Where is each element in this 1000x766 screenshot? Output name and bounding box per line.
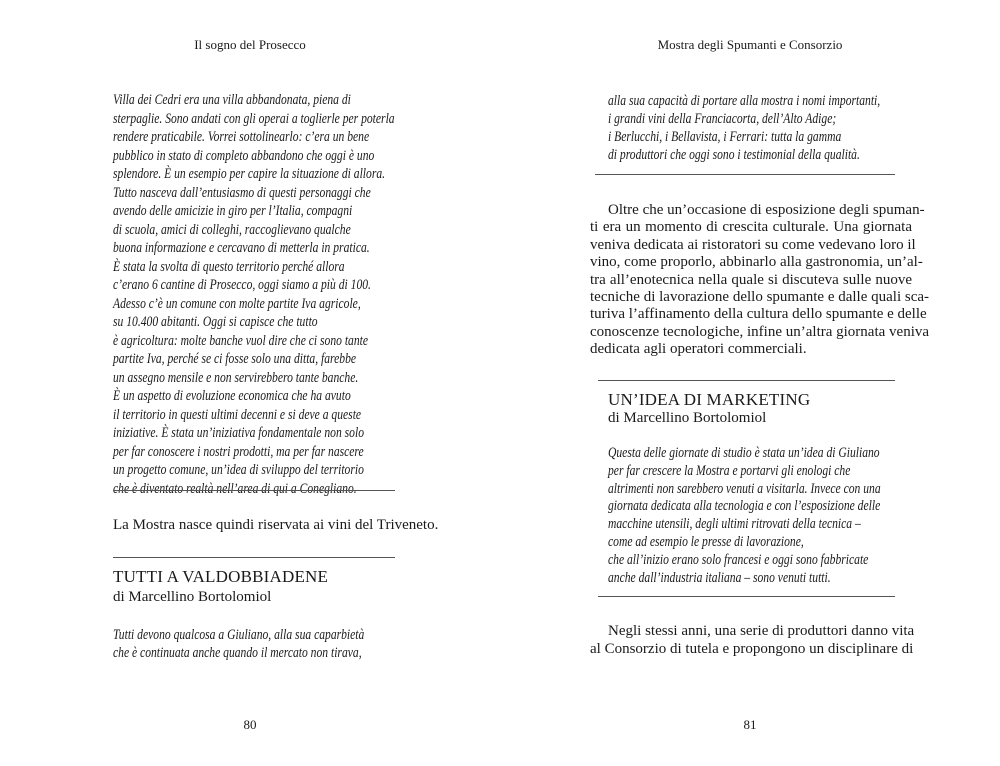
- text-line: rendere praticabile. Vorrei sottolinearlo: c’era un bene: [113, 129, 370, 145]
- text-line: Oltre che un’occasione di esposizione degli spuman-: [608, 202, 925, 218]
- left-sentence: La Mostra nasce quindi riservata ai vini del Triveneto.: [113, 517, 439, 533]
- text-line: sterpaglie. Sono andati con gli operai a toglierle per poterla: [113, 110, 395, 127]
- text-line: avendo delle amicizie in giro per l’Italia, compagni: [113, 203, 353, 219]
- page-number-right: 81: [743, 717, 757, 732]
- text-line: Villa dei Cedri era una villa abbandonata, piena di: [113, 92, 351, 108]
- text-line: giornata dedicata alla tecnologia e con l’esposizione delle: [608, 498, 881, 515]
- text-line: per far crescere la Mostra e portarvi gli enologi che: [608, 462, 851, 479]
- text-line: buona informazione e cercavano di metterla in pratica.: [113, 240, 370, 256]
- text-line: Tutti devono qualcosa a Giuliano, alla sua caparbietà: [113, 627, 365, 643]
- text-line: i grandi vini della Franciacorta, dell’Alto Adige;: [608, 111, 837, 127]
- text-line: turiva l’affinamento della cultura dello spumante e delle: [590, 306, 927, 323]
- text-line: per far conoscere i nostri prodotti, ma per far nascere: [113, 443, 364, 460]
- text-line: vino, come proporlo, abbinarlo alla gastronomia, un’al-: [590, 254, 923, 271]
- text-line: che è continuata anche quando il mercato non tirava,: [113, 645, 362, 661]
- text-line: un assegno mensile e non servirebbero tante banche.: [113, 369, 359, 386]
- text-line: di produttori che oggi sono i testimonial della qualità.: [608, 147, 860, 163]
- running-head-right: Mostra degli Spumanti e Consorzio: [657, 37, 843, 52]
- text-line: tecniche di lavorazione dello spumante e dalle quali sca-: [590, 289, 930, 305]
- divider: [598, 380, 895, 381]
- text-line: veniva dedicata ai ristoratori su come vedevano loro il: [590, 236, 916, 253]
- text-line: conoscenze tecnologiche, infine un’altra giornata veniva: [590, 323, 930, 340]
- text-line: iniziative. È stata un’iniziativa fondamentale non solo: [113, 425, 364, 441]
- text-line: Adesso c’è un comune con molte partite Iva agricole,: [113, 295, 361, 312]
- page-number-left: 80: [243, 717, 257, 732]
- text-line: come ad esempio le presse di lavorazione,: [608, 534, 804, 550]
- byline: di Marcellino Bortolomiol: [608, 410, 767, 426]
- text-line: Negli stessi anni, una serie di produttori danno vita: [608, 623, 915, 639]
- text-line: alla sua capacità di portare alla mostra i nomi importanti,: [608, 93, 881, 109]
- text-line: che è diventato realtà nell’area di qui a Conegliano.: [113, 480, 357, 497]
- text-line: macchine utensili, degli ultimi ritrovati della tecnica –: [608, 516, 861, 533]
- text-line: dedicata agli operatori commerciali.: [590, 341, 807, 358]
- text-line: È stata la svolta di questo territorio perché allora: [113, 258, 345, 275]
- text-line: su 10.400 abitanti. Oggi si capisce che tutto: [113, 314, 318, 330]
- text-line: anche dall’industria italiana – sono venuti tutti.: [608, 569, 831, 586]
- text-line: Tutto nasceva dall’entusiasmo di questi personaggi che: [113, 184, 371, 201]
- text-line: Questa delle giornate di studio è stata un’idea di Giuliano: [608, 445, 880, 461]
- text-line: il territorio in questi ultimi decenni e si deve a queste: [113, 406, 362, 423]
- divider: [113, 557, 395, 558]
- divider: [113, 490, 395, 491]
- byline: di Marcellino Bortolomiol: [113, 589, 272, 605]
- text-line: ti era un momento di crescita culturale. Una giornata: [590, 219, 912, 236]
- text-line: tra all’enotecnica nella quale si discuteva sulle nuove: [590, 271, 912, 288]
- text-line: è agricoltura: molte banche vuol dire che ci sono tante: [113, 332, 369, 349]
- text-line: splendore. È un esempio per capire la situazione di allora.: [113, 166, 386, 182]
- section-title: UN’IDEA DI MARKETING: [608, 390, 811, 409]
- divider: [595, 174, 895, 175]
- text-line: al Consorzio di tutela e propongono un disciplinare di: [590, 641, 914, 657]
- text-line: che all’inizio erano solo francesi e oggi sono fabbricate: [608, 551, 869, 568]
- text-line: un progetto comune, un’idea di sviluppo del territorio: [113, 462, 364, 478]
- running-head-left: Il sogno del Prosecco: [194, 37, 306, 52]
- section-title: TUTTI A VALDOBBIADENE: [113, 567, 329, 586]
- text-line: È un aspetto di evoluzione economica che ha avuto: [113, 388, 351, 404]
- text-line: c’erano 6 cantine di Prosecco, oggi siamo a più di 100.: [113, 277, 371, 293]
- divider: [598, 596, 895, 597]
- text-line: di scuola, amici di colleghi, raccoglievano qualche: [113, 221, 351, 238]
- text-line: i Berlucchi, i Bellavista, i Ferrari: tutta la gamma: [608, 129, 842, 145]
- text-line: partite Iva, perché se ci fosse solo una ditta, farebbe: [113, 351, 357, 367]
- text-line: altrimenti non sarebbero venuti a visitarla. Invece con una: [608, 480, 881, 497]
- text-line: pubblico in stato di completo abbandono che oggi è uno: [113, 147, 375, 164]
